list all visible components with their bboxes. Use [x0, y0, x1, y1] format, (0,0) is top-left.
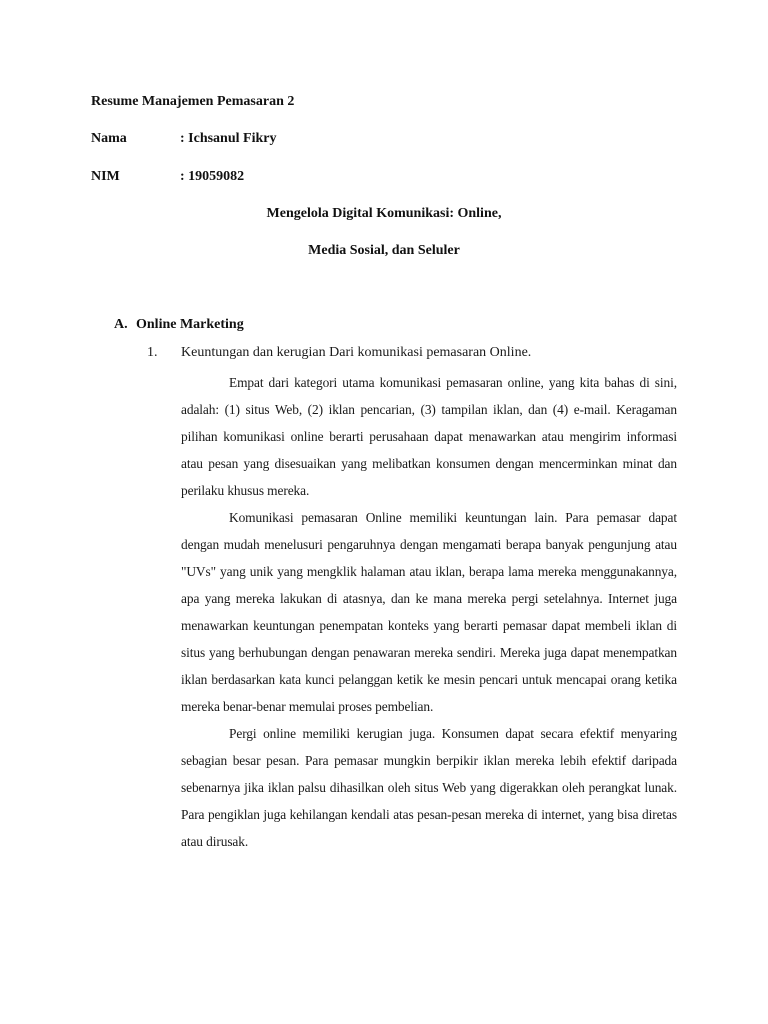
document-title: Resume Manajemen Pemasaran 2	[91, 94, 295, 109]
paragraph-1: Empat dari kategori utama komunikasi pemasaran online, yang kita bahas di sini, adalah: (1) situs Web, (2) iklan pencarian, (3) tampilan iklan, dan (4) e-mail. Keragaman pilihan komunikasi online berarti perusahaan dapat menawarkan atau mengirim informasi atau pesan yang disesuaikan yang melibatkan konsumen dengan mencerminkan minat dan perilaku khusus mereka.	[181, 375, 677, 498]
paragraph-2: Komunikasi pemasaran Online memiliki keuntungan lain. Para pemasar dapat dengan mudah menelusuri pengaruhnya dengan mengamati berapa banyak pengunjung atau "UVs" yang unik yang mengklik halaman atau iklan, berapa lama mereka menggunakannya, apa yang mereka lakukan di atasnya, dan ke mana mereka pergi setelahnya. Internet juga menawarkan keuntungan penempatan konteks yang berarti pemasar dapat membeli iklan di situs yang berhubungan dengan penawaran mereka sendiri. Mereka juga dapat menempatkan iklan berdasarkan kata kunci pelanggan ketik ke mesin pencari untuk mencapai orang ketika mereka benar-benar memulai proses pembelian.	[181, 510, 677, 714]
body-text	[181, 369, 677, 855]
heading-line-1: Mengelola Digital Komunikasi: Online,	[266, 206, 502, 221]
section-title: Online Marketing	[136, 317, 244, 332]
name-value: : Ichsanul Fikry	[180, 131, 277, 146]
paragraph-3: Pergi online memiliki kerugian juga. Konsumen dapat secara efektif menyaring sebagian besar pesan. Para pemasar mungkin berpikir iklan mereka lebih efektif daripada sebenarnya jika iklan palsu dihasilkan oleh situs Web yang digerakkan oleh perangkat lunak. Para pengiklan juga kehilangan kendali atas pesan-pesan mereka di internet, yang bisa diretas atau dirusak.	[181, 726, 677, 849]
section-letter: A.	[114, 317, 128, 332]
nim-value: : 19059082	[180, 169, 245, 184]
list-item-number: 1.	[147, 345, 158, 360]
heading-line-2: Media Sosial, dan Seluler	[308, 243, 460, 258]
nim-label: NIM	[91, 169, 120, 184]
list-item-title: Keuntungan dan kerugian Dari komunikasi pemasaran Online.	[181, 345, 532, 360]
name-label: Nama	[91, 131, 127, 146]
